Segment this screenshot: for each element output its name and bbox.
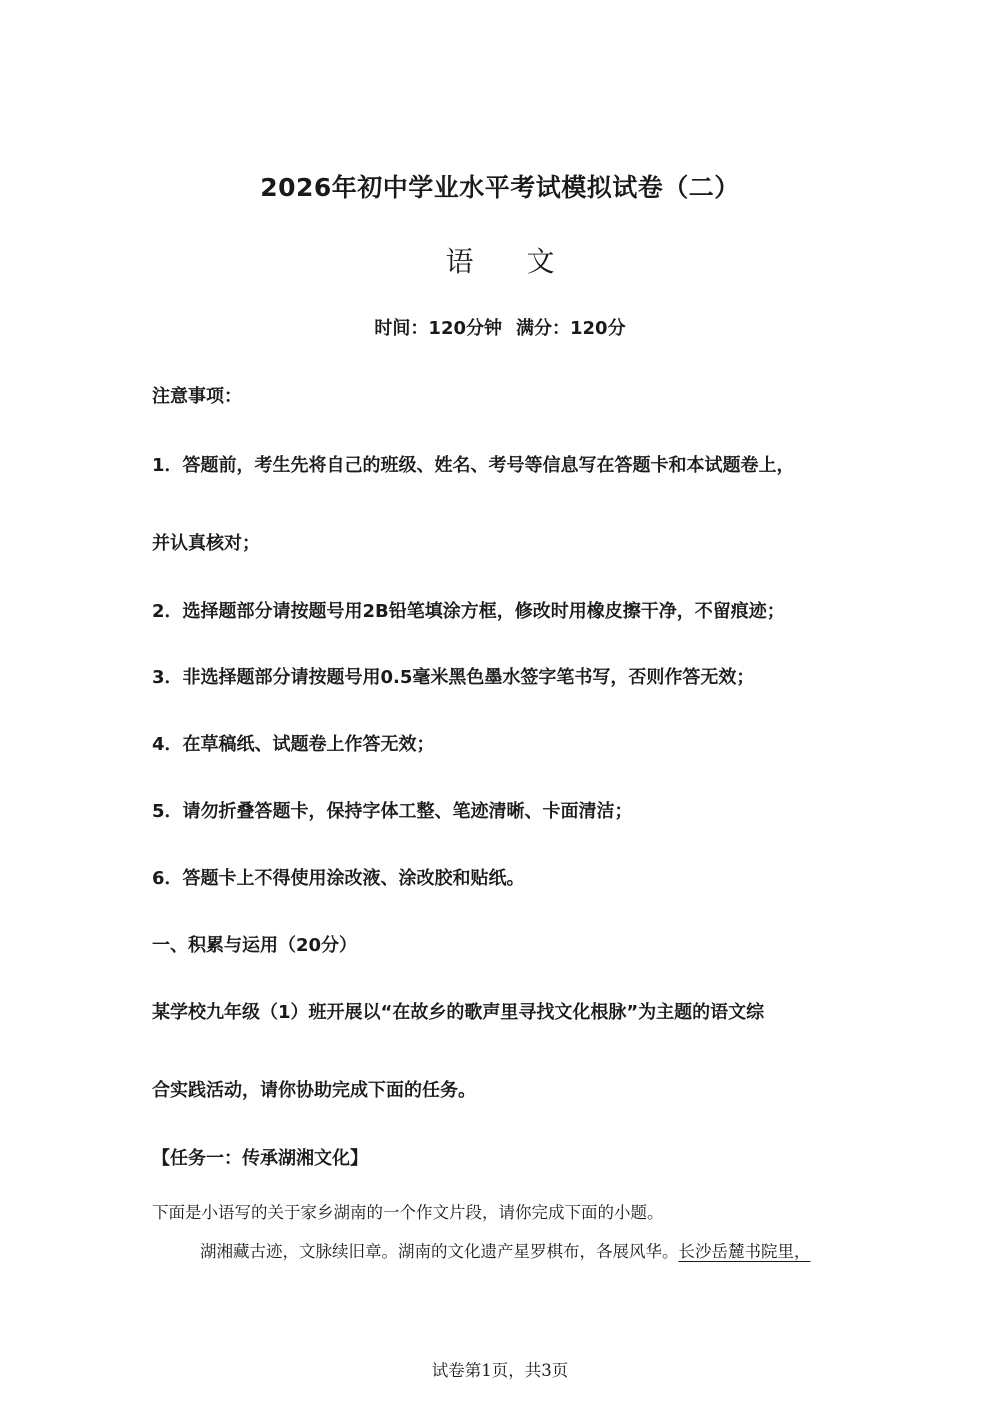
notice-item: 5．请勿折叠答题卡，保持字体工整、笔迹清晰、卡面清洁； [152, 801, 633, 822]
notice-heading: 注意事项： [152, 386, 242, 407]
section-intro: 合实践活动，请你协助完成下面的任务。 [152, 1080, 476, 1101]
notice-item: 6．答题卡上不得使用涂改液、涂改胶和贴纸。 [152, 868, 525, 889]
task-heading: 【任务一：传承湖湘文化】 [152, 1148, 368, 1169]
notice-item: 4．在草稿纸、试题卷上作答无效； [152, 734, 435, 755]
notice-item: 3．非选择题部分请按题号用0.5毫米黑色墨水签字笔书写，否则作答无效； [152, 667, 755, 688]
score-label: 满分：120分 [516, 318, 626, 339]
section-intro: 某学校九年级（1）班开展以“在故乡的歌声里寻找文化根脉”为主题的语文综 [152, 1002, 765, 1023]
task-instruction: 下面是小语写的关于家乡湖南的一个作文片段，请你完成下面的小题。 [152, 1203, 664, 1222]
notice-item: 并认真核对； [152, 533, 260, 554]
notice-item: 2．选择题部分请按题号用2B铅笔填涂方框，修改时用橡皮擦干净，不留痕迹； [152, 601, 785, 622]
page-footer: 试卷第1页，共3页 [431, 1361, 569, 1380]
passage-text: 湖湘藏古迹，文脉续旧章。湖南的文化遗产星罗棋布，各展风华。 [200, 1242, 679, 1261]
exam-meta [0, 314, 1000, 340]
passage-underlined-text: 长沙岳麓书院里， [678, 1242, 811, 1261]
subject-title: 语 文 [445, 245, 577, 278]
exam-title: 2026年初中学业水平考试模拟试卷（二） [260, 173, 740, 202]
time-label: 时间：120分钟 [374, 318, 502, 339]
section-heading: 一、积累与运用（20分） [152, 935, 358, 956]
passage-paragraph [200, 1238, 811, 1262]
notice-item: 1．答题前，考生先将自己的班级、姓名、考号等信息写在答题卡和本试题卷上， [152, 455, 795, 476]
